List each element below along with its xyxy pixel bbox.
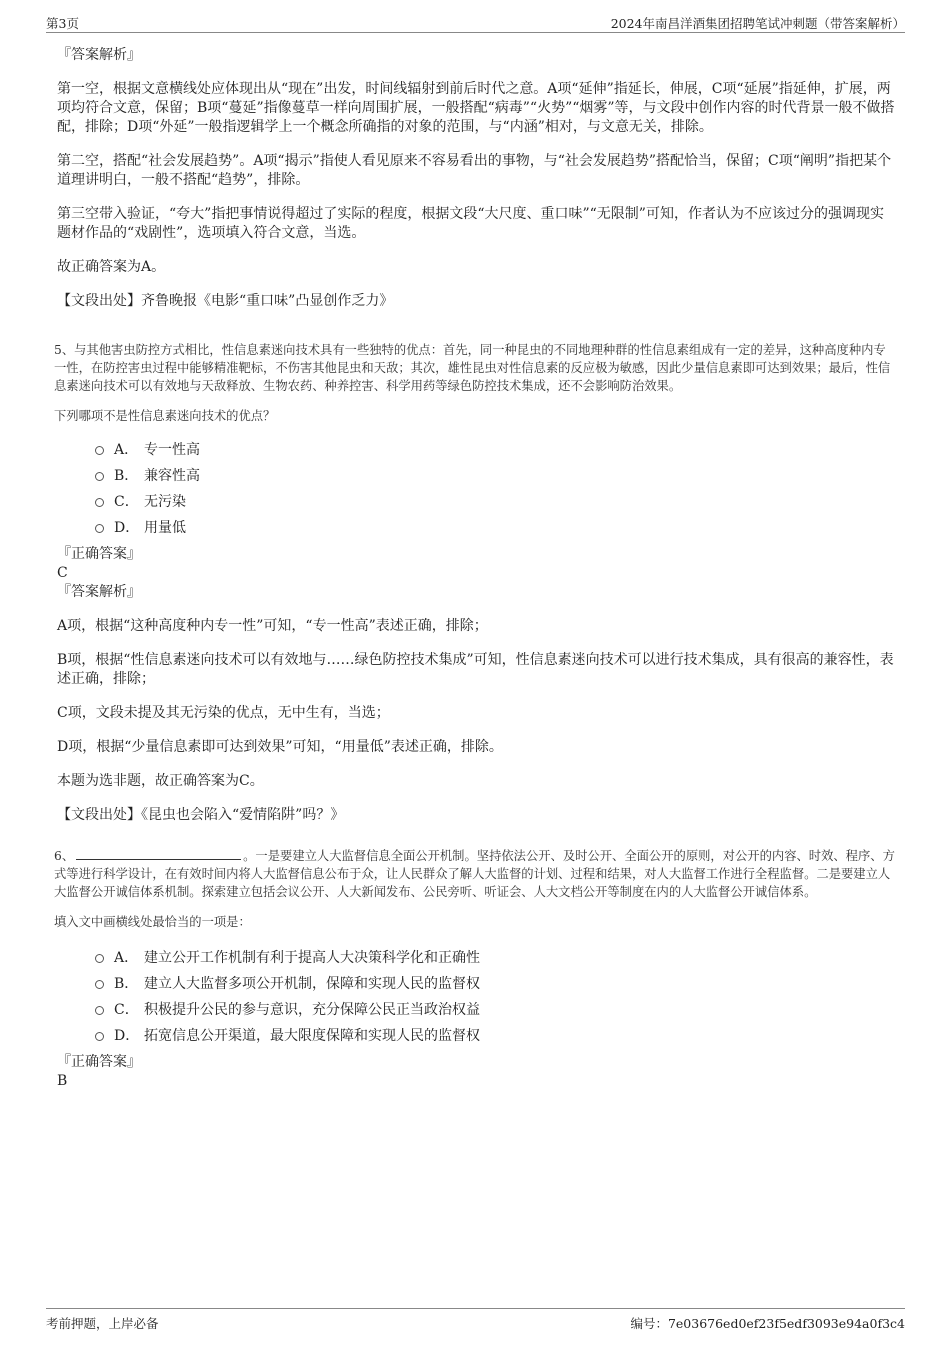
q4-analysis-para-3: 第三空带入验证，“夸大”指把事情说得超过了实际的程度，根据文段“大尺度、重口味”“无限制”可知，作者认为不应该过分的强调现实题材作品的“戏剧性”，选项填入符合文意，当选。 [57, 206, 884, 241]
q5-question: 下列哪项不是性信息素迷向技术的优点？ [54, 409, 276, 423]
q5-option-d[interactable]: D． 用量低 [95, 515, 897, 541]
q4-analysis-para-2: 第二空，搭配“社会发展趋势”。A项“揭示”指使人看见原来不容易看出的事物，与“社会发展趋势”搭配恰当，保留；C项“阐明”指把某个道理讲明白，一般不搭配“趋势”，排除。 [57, 153, 892, 188]
q6-stem [54, 847, 897, 901]
q5-analysis-d: D项，根据“少量信息素即可达到效果”可知，“用量低”表述正确，排除。 [57, 739, 503, 755]
page-number: 第3页 [46, 16, 79, 31]
page-footer [46, 1308, 905, 1331]
radio-icon[interactable] [95, 498, 104, 507]
q6-blank [76, 848, 241, 860]
q5-source: 【文段出处】《昆虫也会陷入“爱情陷阱”吗？》 [57, 807, 345, 823]
q5-option-b[interactable]: B． 兼容性高 [95, 463, 897, 489]
q6-option-d[interactable]: D． 拓宽信息公开渠道，最大限度保障和实现人民的监督权 [95, 1023, 897, 1049]
q6-option-c[interactable]: C． 积极提升公民的参与意识，充分保障公民正当政治权益 [95, 997, 897, 1023]
document-title: 2024年南昌洋酒集团招聘笔试冲刺题（带答案解析） [610, 16, 905, 31]
footer-slogan: 考前押题，上岸必备 [46, 1316, 159, 1331]
radio-icon[interactable] [95, 954, 104, 963]
q6-answer: B [57, 1073, 68, 1089]
q5-analysis-label: 『答案解析』 [57, 584, 141, 600]
q4-conclusion: 故正确答案为A。 [57, 259, 166, 275]
q4-analysis-label: 『答案解析』 [57, 47, 141, 63]
q5-conclusion: 本题为选非题，故正确答案为C。 [57, 773, 264, 789]
q5-stem: 5、与其他害虫防控方式相比，性信息素迷向技术具有一些独特的优点：首先，同一种昆虫的不同地理种群的性信息素组成有一定的差异，这种高度种内专一性，在防控害虫过程中能够精准靶标，不伤害其他昆虫和天敌；其次，雄性昆虫对性信息素的反应极为敏感，因此少量信息素即可达到效果；最后，性信息素迷向技术可以有效地与天敌释放、生物农药、种养控害、科学用药等绿色防控技术集成，还不会影响防治效果。 [54, 343, 891, 393]
page-header [46, 14, 905, 33]
q4-analysis-para-1: 第一空，根据文意横线处应体现出从“现在”出发，时间线辐射到前后时代之意。A项“延伸”指延长，伸展，C项“延展”指延伸，扩展，两项均符合文意，保留；B项“蔓延”指像蔓草一样向周围扩展，一般搭配“病毒”“火势”“烟雾”等，与文段中创作内容的时代背景一般不做搭配，排除；D项“外延”一般指逻辑学上一个概念所确指的对象的范围，与“内涵”相对，与文意无关，排除。 [57, 81, 895, 135]
q5-options [95, 437, 897, 541]
q6-options [95, 945, 897, 1049]
q5-analysis-a: A项，根据“这种高度种内专一性”可知，“专一性高”表述正确，排除； [57, 618, 488, 634]
q5-answer-label: 『正确答案』 [57, 546, 141, 562]
radio-icon[interactable] [95, 1032, 104, 1041]
q4-source: 【文段出处】齐鲁晚报《电影“重口味”凸显创作乏力》 [57, 293, 394, 309]
q6-option-b[interactable]: B． 建立人大监督多项公开机制，保障和实现人民的监督权 [95, 971, 897, 997]
radio-icon[interactable] [95, 524, 104, 533]
radio-icon[interactable] [95, 472, 104, 481]
document-code: 编号：7e03676ed0ef23f5edf3093e94a0f3c4 [630, 1316, 905, 1331]
q6-option-a[interactable]: A． 建立公开工作机制有利于提高人大决策科学化和正确性 [95, 945, 897, 971]
q6-answer-label: 『正确答案』 [57, 1054, 141, 1070]
q6-number: 6、 [54, 849, 75, 863]
radio-icon[interactable] [95, 446, 104, 455]
q5-analysis-b: B项，根据“性信息素迷向技术可以有效地与……绿色防控技术集成”可知，性信息素迷向技术可以进行技术集成，具有很高的兼容性，表述正确，排除； [57, 652, 894, 687]
q6-stem-text: 。一是要建立人大监督信息全面公开机制。坚持依法公开、及时公开、全面公开的原则，对公开的内容、时效、程序、方式等进行科学设计，在有效时间内将人大监督信息公布于众，让人民群众了解人大监督的计划、过程和结果，对人大监督工作进行全程监督。二是要建立人大监督公开诚信体系机制。探索建立包括会议公开、人大新闻发布、公民旁听、听证会、人大文档公开等制度在内的人大监督公开诚信体系。 [54, 849, 895, 899]
radio-icon[interactable] [95, 1006, 104, 1015]
radio-icon[interactable] [95, 980, 104, 989]
q5-analysis-c: C项，文段未提及其无污染的优点，无中生有，当选； [57, 705, 390, 721]
q5-answer: C [57, 565, 68, 581]
q6-question: 填入文中画横线处最恰当的一项是： [54, 915, 251, 929]
q5-option-c[interactable]: C． 无污染 [95, 489, 897, 515]
page-content [54, 46, 897, 1091]
q5-option-a[interactable]: A． 专一性高 [95, 437, 897, 463]
